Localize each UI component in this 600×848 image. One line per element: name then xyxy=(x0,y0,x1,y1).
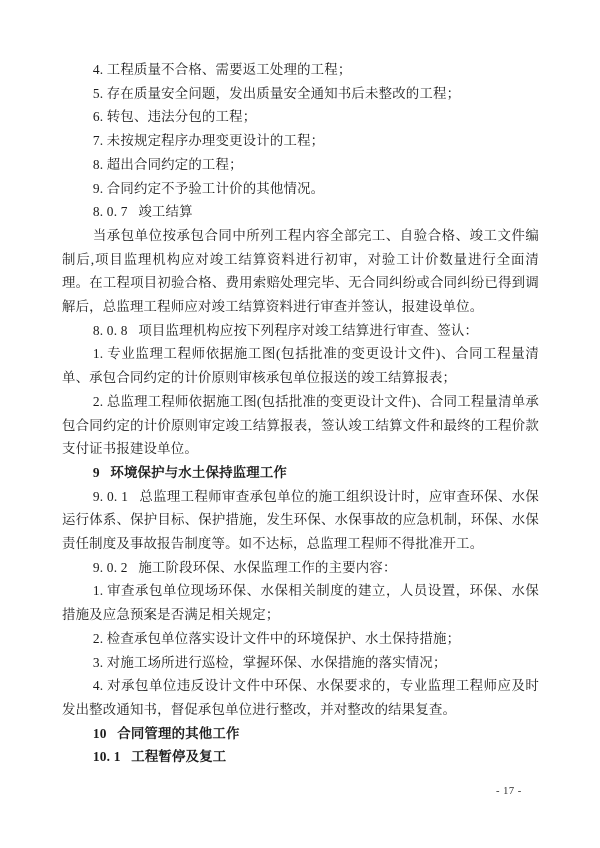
paragraph: 9. 0. 2 施工阶段环保、水保监理工作的主要内容： xyxy=(92,559,397,575)
paragraph: 7. 未按规定程序办理变更设计的工程； xyxy=(92,133,325,149)
section-heading: 9 环境保护与水土保持监理工作 xyxy=(92,464,288,480)
paragraph: 3. 对施工场所进行巡检，掌握环保、水保措施的落实情况； xyxy=(92,654,447,670)
paragraph: 5. 存在质量安全问题，发出质量安全通知书后未整改的工程； xyxy=(92,85,461,101)
paragraph: 4. 工程质量不合格、需要返工处理的工程； xyxy=(92,62,352,77)
paragraph: 1. 审查承包单位现场环保、水保相关制度的建立，人员设置，环保、水保措施及应急预案是否满足相关规定； xyxy=(62,583,539,623)
paragraph: 8. 超出合同约定的工程； xyxy=(92,156,243,172)
section-heading: 10 合同管理的其他工作 xyxy=(92,725,240,741)
paragraph: 1. 专业监理工程师依据施工图(包括批准的变更设计文件)、合同工程量清单、承包合同约定的计价原则审核承包单位报送的竣工结算报表； xyxy=(62,346,539,386)
paragraph: 2. 总监理工程师依据施工图(包括批准的变更设计文件)、合同工程量清单承包合同约定的计价原则审定竣工结算报表，签认竣工结算文件和最终的工程价款支付证书报建设单位。 xyxy=(62,393,539,457)
section-heading: 10. 1 工程暂停及复工 xyxy=(92,749,227,765)
paragraph: 当承包单位按承包合同中所列工程内容全部完工、自验合格、竣工文件编制后,项目监理机构应对竣工结算资料进行初审，对验工计价数量进行全面清理。在工程项目初验合格、费用索赔处理完毕、无合同纠纷或合同纠纷已得到调解后，总监理工程师应对竣工结算资料进行审查并签认，报建设单位。 xyxy=(62,227,539,315)
paragraph: 9. 合同约定不予验工计价的其他情况。 xyxy=(92,180,325,196)
paragraph: 6. 转包、违法分包的工程； xyxy=(92,109,257,125)
paragraph: 9. 0. 1 总监理工程师审查承包单位的施工组织设计时，应审查环保、水保运行体系、保护目标、保护措施，发生环保、水保事故的应急机制，环保、水保责任制度及事故报告制度等。如不达标，总监理工程师不得批准开工。 xyxy=(62,488,539,552)
page-number: - 17 - xyxy=(496,786,522,797)
paragraph: 4. 对承包单位违反设计文件中环保、水保要求的，专业监理工程师应及时发出整改通知书，督促承包单位进行整改，并对整改的结果复查。 xyxy=(62,678,539,717)
paragraph: 2. 检查承包单位落实设计文件中的环境保护、水土保持措施； xyxy=(92,630,461,646)
document-body xyxy=(62,58,539,769)
paragraph: 8. 0. 7 竣工结算 xyxy=(92,204,193,220)
paragraph: 8. 0. 8 项目监理机构应按下列程序对竣工结算进行审查、签认： xyxy=(92,322,479,338)
